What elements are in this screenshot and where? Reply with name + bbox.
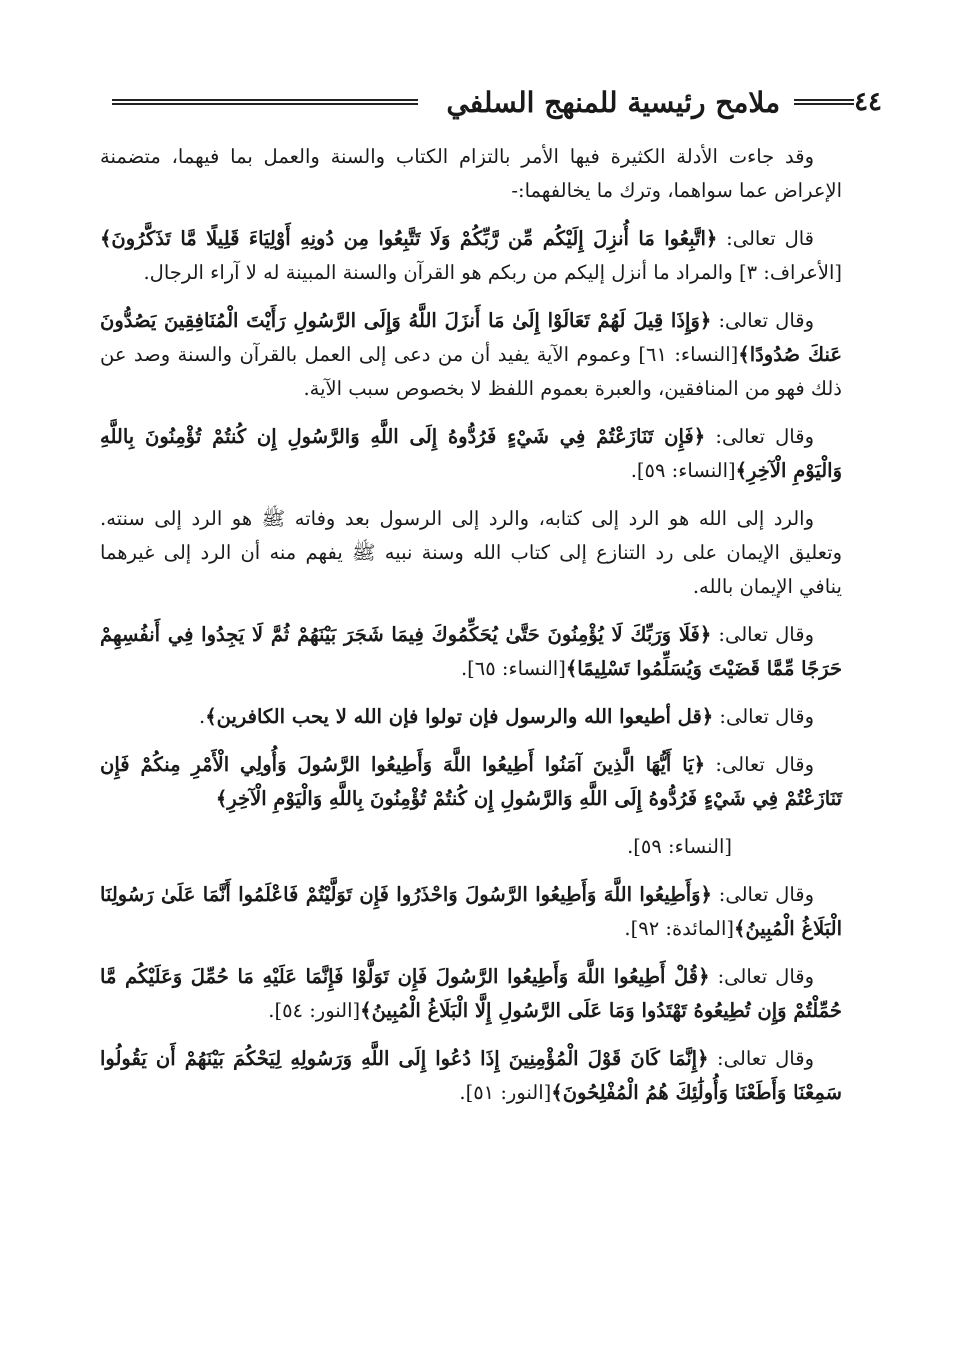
verse-citation: [المائدة: ٩٢]. xyxy=(624,917,735,940)
paragraph xyxy=(100,222,842,290)
verse-intro: وقال تعالى: xyxy=(708,1047,814,1070)
paragraph xyxy=(100,1042,842,1110)
verse-intro: وقال تعالى: xyxy=(709,965,814,988)
verse-intro: وقال تعالى: xyxy=(713,705,814,728)
verse-intro: وقال تعالى: xyxy=(711,623,814,646)
paragraph: [النساء: ٥٩]. xyxy=(627,835,732,858)
paragraph xyxy=(100,304,842,406)
paragraph xyxy=(100,878,842,946)
verse-citation: [الأعراف: ٣] والمراد ما أنزل إليكم من ربكم هو القرآن والسنة المبينة له لا آراء الرجال. xyxy=(143,261,842,284)
verse-citation: [النساء: ٦١] وعموم الآية يفيد أن من دعى إلى العمل بالقرآن والسنة وصد عن ذلك فهو من المنافقين، والعبرة بعموم اللفظ لا بخصوص سبب الآية. xyxy=(100,343,842,400)
quran-verse: ﴿قُلْ أَطِيعُوا اللَّهَ وَأَطِيعُوا الرَّسُولَ فَإِن تَوَلَّوْا فَإِنَّمَا عَلَيْهِ مَا حُمِّلَ وَعَلَيْكُم مَّا حُمِّلْتُمْ وَإِن تُطِيعُوهُ تَهْتَدُوا وَمَا عَلَى الرَّسُولِ إِلَّا الْبَلَاغُ الْمُبِينُ﴾ xyxy=(100,965,842,1022)
quran-verse: ﴿فَلَا وَرَبِّكَ لَا يُؤْمِنُونَ حَتَّىٰ يُحَكِّمُوكَ فِيمَا شَجَرَ بَيْنَهُمْ ثُمَّ لَا يَجِدُوا فِي أَنفُسِهِمْ حَرَجًا مِّمَّا قَضَيْتَ وَيُسَلِّمُوا تَسْلِيمًا﴾ xyxy=(100,623,842,680)
verse-citation: [النساء: ٦٥]. xyxy=(460,657,566,680)
verse-citation: [النساء: ٥٩]. xyxy=(630,459,736,482)
paragraph: والرد إلى الله هو الرد إلى كتابه، والرد إلى الرسول بعد وفاته ﷺ هو الرد إلى سنته. وتعليق الإيمان على رد التنازع إلى كتاب الله وسنة نبيه ﷺ يفهم منه أن الرد إلى غيرهما ينافي الإيمان بالله. xyxy=(100,507,842,598)
paragraph xyxy=(100,420,842,488)
quran-verse: ﴿فَإِن تَنَازَعْتُمْ فِي شَيْءٍ فَرُدُّوهُ إِلَى اللَّهِ وَالرَّسُولِ إِن كُنتُمْ تُؤْمِنُونَ بِاللَّهِ وَالْيَوْمِ الْآخِرِ﴾ xyxy=(100,425,842,482)
quran-verse: ﴿وَإِذَا قِيلَ لَهُمْ تَعَالَوْا إِلَىٰ مَا أَنزَلَ اللَّهُ وَإِلَى الرَّسُولِ رَأَيْتَ الْمُنَافِقِينَ يَصُدُّونَ عَنكَ صُدُودًا﴾ xyxy=(100,309,842,366)
verse-intro: قال تعالى: xyxy=(717,227,815,250)
quran-verse: ﴿اتَّبِعُوا مَا أُنزِلَ إِلَيْكُم مِّن رَّبِّكُمْ وَلَا تَتَّبِعُوا مِن دُونِهِ أَوْلِيَاءَ قَلِيلًا مَّا تَذَكَّرُونَ﴾ xyxy=(100,227,718,250)
verse-intro: وقال تعالى: xyxy=(711,883,814,906)
body-text xyxy=(100,140,842,1124)
paragraph xyxy=(100,960,842,1028)
page-header xyxy=(98,80,882,124)
verse-citation: [النور: ٥٤]. xyxy=(268,999,361,1022)
header-rule-right xyxy=(794,99,854,105)
verse-citation: [النور: ٥١]. xyxy=(459,1081,552,1104)
paragraph xyxy=(100,618,842,686)
verse-intro: وقال تعالى: xyxy=(711,309,814,332)
header-rule-left xyxy=(112,99,418,105)
paragraph xyxy=(100,700,842,734)
verse-intro: وقال تعالى: xyxy=(705,753,814,776)
paragraph: وقد جاءت الأدلة الكثيرة فيها الأمر بالتزام الكتاب والسنة والعمل بما فيهما، متضمنة الإعراض عما سواهما، وترك ما يخالفهما:- xyxy=(100,145,842,202)
quran-verse: ﴿وَأَطِيعُوا اللَّهَ وَأَطِيعُوا الرَّسُولَ وَاحْذَرُوا فَإِن تَوَلَّيْتُمْ فَاعْلَمُوا أَنَّمَا عَلَىٰ رَسُولِنَا الْبَلَاغُ الْمُبِينُ﴾ xyxy=(100,883,842,940)
paragraph xyxy=(100,748,842,816)
quran-verse: ﴿قل أطيعوا الله والرسول فإن تولوا فإن الله لا يحب الكافرين﴾ xyxy=(205,705,714,728)
page-number: ٤٤ xyxy=(854,87,882,117)
quran-verse: ﴿يَا أَيُّهَا الَّذِينَ آمَنُوا أَطِيعُوا اللَّهَ وَأَطِيعُوا الرَّسُولَ وَأُولِي الْأَمْرِ مِنكُمْ فَإِن تَنَازَعْتُمْ فِي شَيْءٍ فَرُدُّوهُ إِلَى اللَّهِ وَالرَّسُولِ إِن كُنتُمْ تُؤْمِنُونَ بِاللَّهِ وَالْيَوْمِ الْآخِرِ﴾ xyxy=(100,753,842,810)
verse-intro: وقال تعالى: xyxy=(705,425,814,448)
quran-verse: ﴿إِنَّمَا كَانَ قَوْلَ الْمُؤْمِنِينَ إِذَا دُعُوا إِلَى اللَّهِ وَرَسُولِهِ لِيَحْكُمَ بَيْنَهُمْ أَن يَقُولُوا سَمِعْنَا وَأَطَعْنَا وَأُولَٰئِكَ هُمُ الْمُفْلِحُونَ﴾ xyxy=(100,1047,842,1104)
verse-citation: . xyxy=(198,705,206,728)
running-title: ملامح رئيسية للمنهج السلفي xyxy=(446,85,781,119)
